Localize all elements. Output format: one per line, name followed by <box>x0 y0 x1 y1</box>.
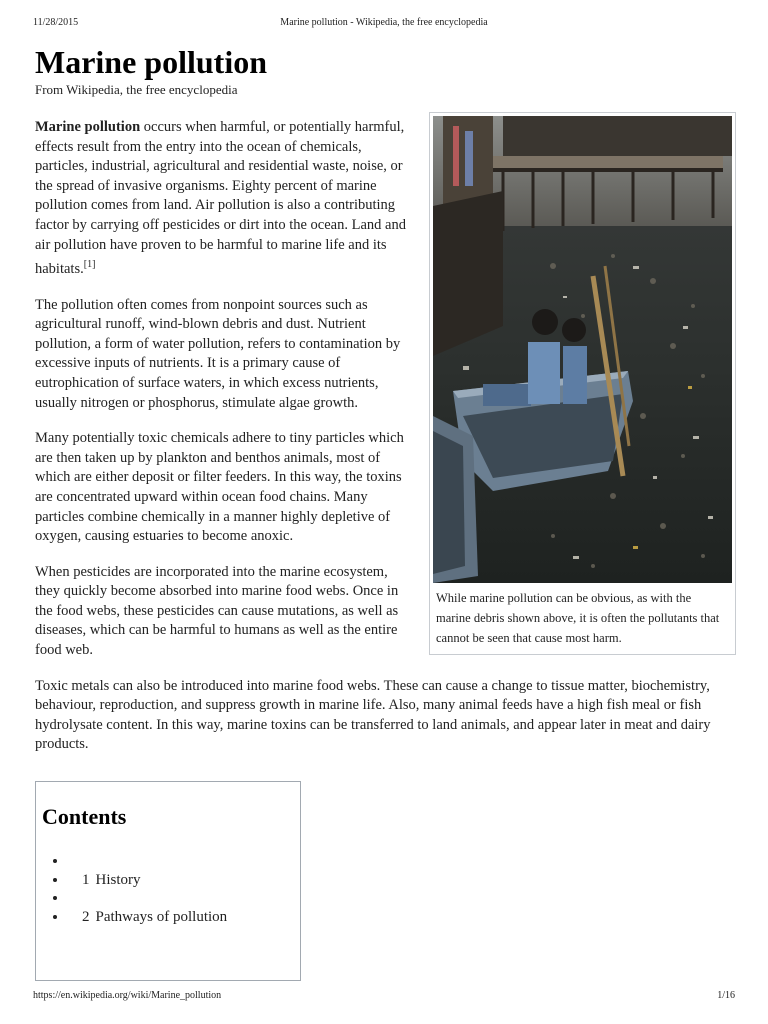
toc-item-label[interactable]: History <box>95 871 141 888</box>
print-page-number: 1/16 <box>717 990 735 1001</box>
toc-heading: Contents <box>42 804 127 830</box>
article-content <box>35 44 735 981</box>
print-page-title: Marine pollution - Wikipedia, the free encyclopedia <box>280 17 488 28</box>
toc-item <box>68 889 294 908</box>
marine-debris-photo[interactable] <box>433 116 732 583</box>
toc-list <box>42 852 294 926</box>
lead-bold-term: Marine pollution <box>35 119 141 135</box>
paragraph-pesticides: When pesticides are incorporated into the marine ecosystem, they quickly become absorbed into marine food webs. Once in the food webs, these pesticides can cause mutations, as well as diseases, which can be harmful to humans as well as the entire food web. <box>35 563 399 659</box>
toc-item-label[interactable]: Pathways of pollution <box>95 908 228 925</box>
print-header <box>33 17 735 31</box>
page-title: Marine pollution <box>35 44 268 80</box>
thumbnail-figure <box>429 112 736 655</box>
toc-item-history[interactable] <box>68 871 294 890</box>
paragraph-pollution-sources: The pollution often comes from nonpoint sources such as agricultural runoff, wind-blown debris and dust. Nutrient pollution, a form of water pollution, refers to contamination by excessive inputs of nutrients. It is a primary cause of eutrophication of surface waters, in which excess nutrients, usually nitrogen or phosphorus, stimulate algae growth. <box>35 296 401 411</box>
paragraph-toxic-metals: Toxic metals can also be introduced into marine food webs. These can cause a change to tissue matter, biochemistry, behaviour, reproduction, and suppress growth in marine life. Also, many animal feeds have a high fish meal or fish hydrolysate content. In this way, marine toxins can be transferred to land animals, and appear later in meat and dairy products. <box>35 677 711 753</box>
toc-item <box>68 852 294 871</box>
print-footer <box>33 990 735 1004</box>
tagline: From Wikipedia, the free encyclopedia <box>35 82 238 97</box>
paragraph-toxic-chemicals: Many potentially toxic chemicals adhere to tiny particles which are then taken up by plankton and benthos animals, most of which are either deposit or filter feeders. In this way, the toxins are concentrated upward within ocean food chains. Many particles combine chemically in a manner highly depletive of oxygen, causing estuaries to become anoxic. <box>35 430 404 545</box>
reference-link[interactable]: [1] <box>83 259 96 271</box>
toc-item-number: 1 <box>82 871 90 888</box>
figure-caption: While marine pollution can be obvious, as with the marine debris shown above, it is often the pollutants that cannot be seen that cause most harm. <box>436 591 720 645</box>
toc-item-pathways[interactable] <box>68 908 294 927</box>
print-date: 11/28/2015 <box>33 17 79 28</box>
toc-item-number: 2 <box>82 908 90 925</box>
paragraph-intro-text: occurs when harmful, or potentially harmful, effects result from the entry into the ocean of chemicals, particles, industrial, agricultural and residential waste, noise, or the spread of invasive organisms. Eighty percent of marine pollution comes from land. Air pollution is also a contributing factor by carrying off pesticides or dirt into the ocean. Land and air pollution have proven to be harmful to marine life and its habitats. <box>35 119 406 277</box>
table-of-contents <box>35 781 301 981</box>
print-url: https://en.wikipedia.org/wiki/Marine_pollution <box>33 990 222 1001</box>
